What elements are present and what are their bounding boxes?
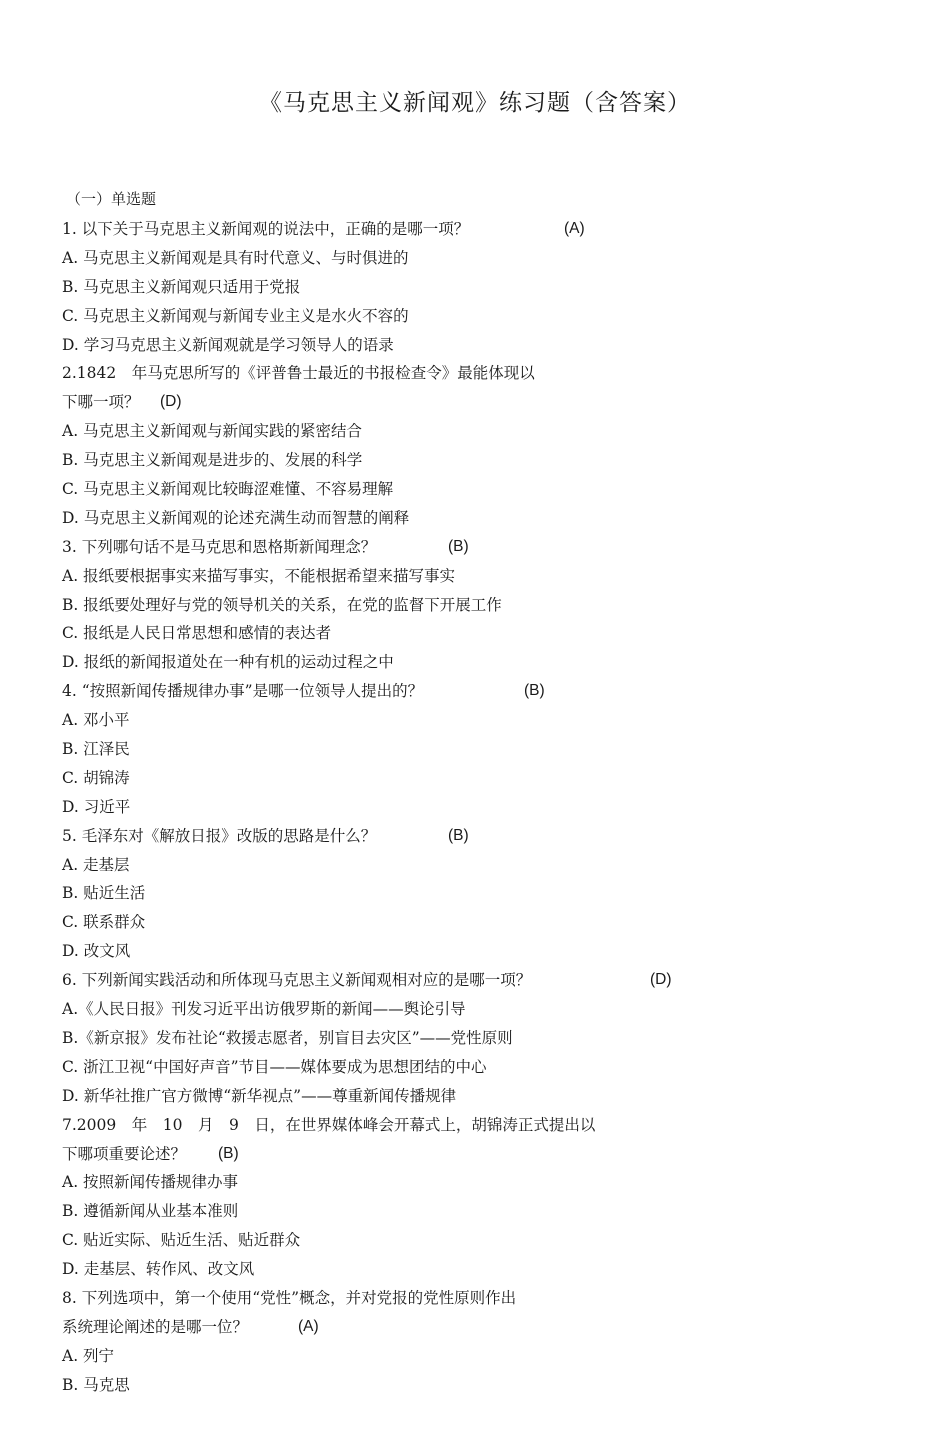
- line-text: 3. 下列哪句话不是马克思和恩格斯新闻理念？: [62, 537, 377, 556]
- text-line: [62, 995, 882, 1024]
- text-line: [62, 359, 882, 388]
- text-line: [62, 1024, 882, 1053]
- text-line: [62, 851, 882, 880]
- line-text: 下哪项重要论述？: [62, 1144, 187, 1163]
- text-line: [62, 764, 882, 793]
- text-line: [62, 273, 882, 302]
- text-line: [62, 1284, 882, 1313]
- line-text: 4. “按照新闻传播规律办事”是哪一位领导人提出的？: [62, 682, 424, 701]
- text-line: [62, 648, 882, 677]
- line-text: C. 胡锦涛: [62, 768, 130, 787]
- line-text: C. 浙江卫视“中国好声音”节目——媒体要成为思想团结的中心: [62, 1057, 487, 1076]
- text-line: [62, 1082, 882, 1111]
- text-line: [62, 706, 882, 735]
- text-line: [62, 504, 882, 533]
- answer-label: (B): [524, 682, 545, 700]
- text-line: [62, 677, 882, 706]
- text-line: [62, 937, 882, 966]
- line-text: B. 江泽民: [62, 740, 130, 759]
- line-text: D. 习近平: [62, 797, 131, 816]
- text-line: [62, 1111, 882, 1140]
- line-text: C. 马克思主义新闻观与新闻专业主义是水火不容的: [62, 306, 409, 325]
- line-text: A. 报纸要根据事实来描写事实，不能根据希望来描写事实: [62, 566, 456, 585]
- text-line: [62, 562, 882, 591]
- text-line: [62, 1226, 882, 1255]
- text-line: [62, 1342, 882, 1371]
- line-text: A. 列宁: [62, 1346, 115, 1365]
- line-text: A. 按照新闻传播规律办事: [62, 1173, 239, 1192]
- line-text: C. 报纸是人民日常思想和感情的表达者: [62, 624, 332, 643]
- text-line: [62, 1053, 882, 1082]
- line-text: 1. 以下关于马克思主义新闻观的说法中，正确的是哪一项？: [62, 220, 470, 238]
- text-line: [62, 446, 882, 475]
- text-line: [62, 793, 882, 822]
- text-line: [62, 475, 882, 504]
- line-text: D. 报纸的新闻报道处在一种有机的运动过程之中: [62, 653, 394, 672]
- text-line: [62, 1140, 882, 1169]
- text-line: [62, 1197, 882, 1226]
- line-text: B. 马克思主义新闻观是进步的、发展的科学: [62, 451, 363, 470]
- line-text: C. 联系群众: [62, 913, 146, 932]
- page-title: 《马克思主义新闻观》练习题（含答案）: [259, 90, 691, 116]
- answer-label: (D): [650, 971, 672, 989]
- line-text: B. 遵循新闻从业基本准则: [62, 1202, 239, 1221]
- line-text: A. 邓小平: [62, 711, 130, 730]
- line-text: A. 马克思主义新闻观是具有时代意义、与时俱进的: [62, 248, 409, 267]
- text-line: [62, 331, 882, 360]
- text-line: [62, 1371, 882, 1400]
- line-text: A.《人民日报》刊发习近平出访俄罗斯的新闻——舆论引导: [62, 1000, 466, 1019]
- answer-label: (A): [564, 220, 585, 237]
- line-text: B. 马克思: [62, 1375, 130, 1394]
- line-text: B. 报纸要处理好与党的领导机关的关系，在党的监督下开展工作: [62, 595, 502, 614]
- text-line: [62, 244, 882, 273]
- text-line: [62, 388, 882, 417]
- text-line: [62, 1255, 882, 1284]
- line-text: 系统理论阐述的是哪一位？: [62, 1317, 249, 1336]
- section-heading: （一）单选题: [66, 190, 157, 208]
- line-text: 8. 下列选项中，第一个使用“党性”概念，并对党报的党性原则作出: [62, 1288, 517, 1307]
- line-text: 2.1842 年马克思所写的《评普鲁士最近的书报检查令》最能体现以: [62, 364, 535, 383]
- line-text: A. 走基层: [62, 855, 130, 874]
- text-line: [62, 533, 882, 562]
- line-text: 7.2009 年 10 月 9 日，在世界媒体峰会开幕式上，胡锦涛正式提出以: [62, 1115, 596, 1134]
- line-text: D. 新华社推广官方微博“新华视点”——尊重新闻传播规律: [62, 1086, 457, 1105]
- line-text: B.《新京报》发布社论“救援志愿者，别盲目去灾区”——党性原则: [62, 1028, 513, 1047]
- text-line: [62, 1168, 882, 1197]
- answer-label: (D): [160, 393, 182, 411]
- text-line: [62, 1313, 882, 1342]
- line-text: C. 贴近实际、贴近生活、贴近群众: [62, 1231, 301, 1250]
- answer-label: (B): [448, 537, 469, 555]
- text-line: [62, 215, 882, 244]
- question-list: [62, 215, 882, 1400]
- text-line: [62, 908, 882, 937]
- text-line: [62, 302, 882, 331]
- line-text: B. 贴近生活: [62, 884, 146, 903]
- text-line: [62, 735, 882, 764]
- line-text: A. 马克思主义新闻观与新闻实践的紧密结合: [62, 422, 363, 441]
- line-text: C. 马克思主义新闻观比较晦涩难懂、不容易理解: [62, 480, 394, 499]
- text-line: [62, 822, 882, 851]
- line-text: D. 马克思主义新闻观的论述充满生动而智慧的阐释: [62, 508, 410, 527]
- line-text: D. 学习马克思主义新闻观就是学习领导人的语录: [62, 335, 394, 354]
- text-line: [62, 879, 882, 908]
- text-line: [62, 966, 882, 995]
- text-line: [62, 591, 882, 620]
- answer-label: (A): [298, 1317, 319, 1335]
- line-text: 6. 下列新闻实践活动和所体现马克思主义新闻观相对应的是哪一项？: [62, 971, 532, 990]
- line-text: 下哪一项？: [62, 393, 140, 412]
- line-text: 5. 毛泽东对《解放日报》改版的思路是什么？: [62, 826, 377, 845]
- line-text: D. 走基层、转作风、改文风: [62, 1260, 255, 1279]
- line-text: D. 改文风: [62, 942, 131, 961]
- text-line: [62, 619, 882, 648]
- answer-label: (B): [218, 1144, 239, 1162]
- line-text: B. 马克思主义新闻观只适用于党报: [62, 277, 301, 296]
- text-line: [62, 417, 882, 446]
- answer-label: (B): [448, 826, 469, 844]
